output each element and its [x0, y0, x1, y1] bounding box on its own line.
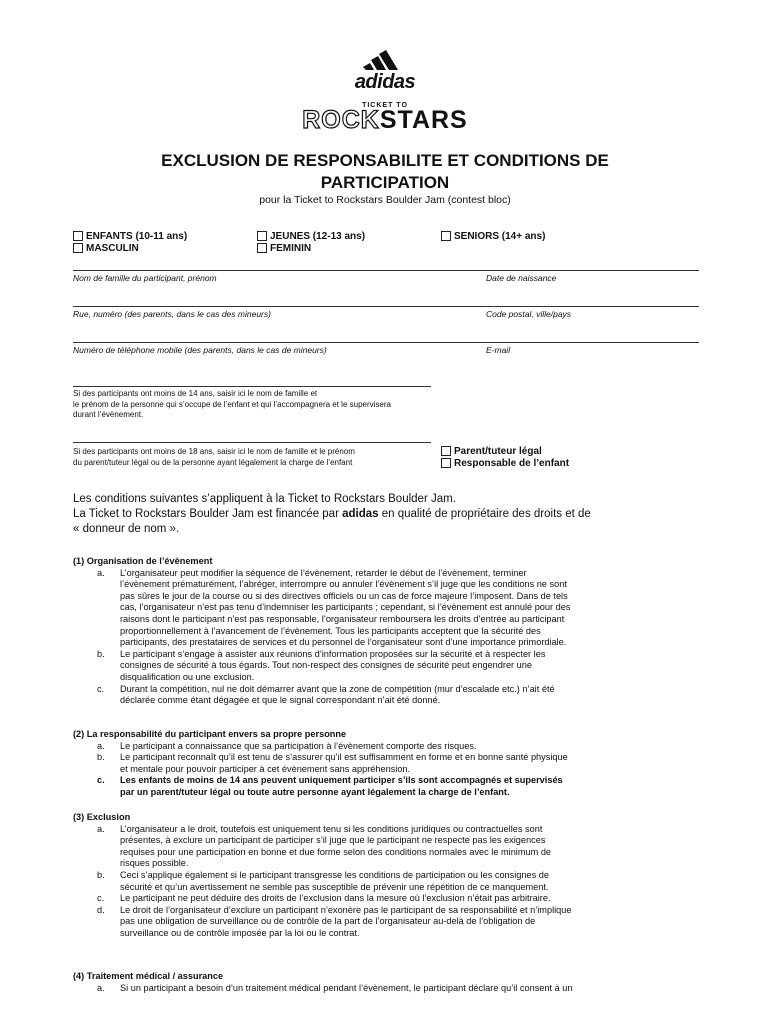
section-3-item-c — [73, 893, 723, 905]
event-logo-top: TICKET TO — [362, 102, 408, 109]
item-letter: d. — [97, 904, 105, 915]
under14-line-2: le prénom de la personne qui s’occupe de l’enfant et qui l’accompagnera et le supervisera — [73, 399, 391, 409]
section-1 — [73, 556, 723, 707]
item-letter: a. — [97, 982, 105, 993]
text-line: Le participant reconnaît qu’il est tenu de s’assurer qu’il est suffisamment en forme et en bonne santé physique — [120, 752, 568, 763]
intro-line-3: « donneur de nom ». — [73, 523, 180, 535]
checkbox-enfants[interactable] — [73, 231, 83, 241]
text-line: Le participant a connaissance que sa participation à l’évènement comporte des risques. — [120, 740, 477, 751]
text-line: proportionnellement à l’avancement de l’évènement. Tous les participants acceptent que la sécurité des — [120, 625, 541, 636]
field-line-under18[interactable] — [73, 442, 431, 443]
under18-note — [73, 447, 355, 468]
item-letter: a. — [97, 823, 105, 834]
under14-line-3: durant l’évènement. — [73, 410, 144, 419]
intro-brand: adidas — [342, 508, 379, 520]
option-jeunes-label: JEUNES (12-13 ans) — [270, 231, 366, 242]
text-line: cas, l’organisateur n’est pas tenu d’indemniser les participants ; cependant, si l’évènement est annulé pour des — [120, 602, 571, 613]
under18-line-1: Si des participants ont moins de 18 ans, saisir ici le nom de famille et le prénom — [73, 447, 355, 456]
intro-line-2 — [73, 507, 713, 522]
text-line: disqualification ou une exclusion. — [120, 671, 255, 682]
option-jeunes[interactable] — [257, 231, 365, 243]
checkbox-masculin[interactable] — [73, 243, 83, 253]
option-resp[interactable] — [441, 458, 569, 470]
section-4-item-a — [73, 983, 723, 995]
intro-line-2-c: en qualité de propriétaire des droits et de — [378, 508, 591, 520]
text-line: pas une obligation de surveillance ou de contrôle de la part de l’organisateur au-delà de l’obligation de — [120, 916, 536, 927]
section-2-item-a — [73, 741, 723, 753]
logo-block — [0, 50, 770, 135]
item-letter: a. — [97, 567, 105, 578]
text-line: Si un participant a besoin d’un traitement médical pendant l’évènement, le participant déclare qu’il consent à un — [120, 982, 573, 993]
item-letter: c. — [97, 683, 105, 694]
section-3-item-b — [73, 870, 723, 893]
option-feminin-label: FEMININ — [270, 243, 312, 254]
text-line: sécurité et qu’un avertissement ne semble pas susceptible de prévenir une répétition de ce manquement. — [120, 881, 549, 892]
field-line-under14[interactable] — [73, 386, 431, 387]
text-line: Les enfants de moins de 14 ans peuvent uniquement participer s’ils sont accompagnés et supervisés — [120, 775, 563, 786]
text-line: raisons dont le participant n’est pas responsable, l’organisateur remboursera les droits d’entrée au participant — [120, 613, 565, 624]
field-label-date: Date de naissance — [486, 273, 557, 283]
option-parent[interactable] — [441, 446, 542, 458]
text-line: l’évènement prématurément, l’abréger, interrompre ou annuler l’évènement s’il juge que les conditions ne sont — [120, 579, 567, 590]
event-logo-name — [0, 106, 770, 135]
section-3 — [73, 812, 723, 940]
section-3-heading: (3) Exclusion — [73, 812, 131, 822]
section-1-item-c — [73, 684, 723, 707]
section-2-item-c — [73, 775, 723, 798]
section-2 — [73, 729, 723, 799]
option-enfants[interactable] — [73, 231, 187, 243]
text-line: Le participant s’engage à assister aux réunions d’information proposées sur la sécurité et à respecter les — [120, 648, 546, 659]
text-line: risques possible. — [120, 858, 189, 869]
text-line: L’organisateur a le droit, toutefois est uniquement tenu si les conditions juridiques ou contractuelles sont — [120, 823, 543, 834]
section-4-heading: (4) Traitement médical / assurance — [73, 971, 224, 981]
section-4 — [73, 971, 723, 994]
item-letter: b. — [97, 648, 105, 659]
field-label-nom: Nom de famille du participant, prénom — [73, 273, 217, 283]
text-line: Durant la compétition, nul ne doit démarrer avant que la zone de compétition (mur d’escalade etc.) n’ait été — [120, 683, 555, 694]
text-line: et mentale pour pouvoir participer à cet évènement sans appréhension. — [120, 763, 411, 774]
section-2-heading: (2) La responsabilité du participant envers sa propre personne — [73, 729, 347, 739]
section-1-item-a — [73, 568, 723, 649]
adidas-stripes-icon — [362, 50, 408, 70]
option-enfants-label: ENFANTS (10-11 ans) — [86, 231, 188, 242]
item-letter: b. — [97, 869, 105, 880]
option-parent-label: Parent/tuteur légal — [454, 446, 542, 457]
item-letter: c. — [97, 893, 105, 904]
field-label-rue: Rue, numéro (des parents, dans le cas des mineurs) — [73, 309, 271, 319]
text-line: Ceci s’applique également si le participant transgresse les conditions de participation ou les consignes de — [120, 869, 549, 880]
text-line: consignes de sécurité à tous égards. Tout non-respect des consignes de sécurité peut engendrer une — [120, 660, 533, 671]
field-line-tel[interactable] — [73, 342, 699, 343]
section-1-heading: (1) Organisation de l’évènement — [73, 556, 213, 566]
item-letter: a. — [97, 740, 105, 751]
text-line: Le participant ne peut déduire des droits de l’exclusion dans la mesure où l’exclusion n’était pas arbitraire. — [120, 893, 551, 904]
field-label-tel: Numéro de téléphone mobile (des parents, dans le cas de mineurs) — [73, 345, 327, 355]
section-2-item-b — [73, 752, 723, 775]
item-letter: c. — [97, 775, 105, 786]
title-line-1: EXCLUSION DE RESPONSABILITE ET CONDITIONS DE — [161, 151, 609, 170]
text-line: pas sûres le jour de la course ou si des directives officiels ou un cas de force majeure l’imposent. Dans de tels — [120, 590, 568, 601]
field-label-cp: Code postal, ville/pays — [486, 309, 572, 319]
brand-logo — [0, 50, 770, 94]
text-line: par un parent/tuteur légal ou toute autre personne ayant légalement la charge de l’enfant. — [120, 786, 510, 797]
checkbox-feminin[interactable] — [257, 243, 267, 253]
option-seniors-label: SENIORS (14+ ans) — [454, 231, 546, 242]
checkbox-resp[interactable] — [441, 458, 451, 468]
checkbox-seniors[interactable] — [441, 231, 451, 241]
section-3-item-a — [73, 824, 723, 870]
title-line-2: PARTICIPATION — [320, 173, 450, 192]
item-letter: b. — [97, 752, 105, 763]
event-logo-part1: ROCK — [302, 106, 380, 134]
intro-line-1: Les conditions suivantes s’appliquent à la Ticket to Rockstars Boulder Jam. — [73, 493, 456, 505]
field-line-rue[interactable] — [73, 306, 699, 307]
option-masculin-label: MASCULIN — [86, 243, 139, 254]
text-line: L’organisateur peut modifier la séquence de l’évènement, retarder le début de l’évènement, terminer — [120, 567, 527, 578]
option-feminin[interactable] — [257, 243, 311, 255]
event-logo-part2: STARS — [379, 106, 468, 134]
field-line-nom[interactable] — [73, 270, 699, 271]
intro-line-2-a: La Ticket to Rockstars Boulder Jam est financée par — [73, 508, 343, 520]
brand-name: adidas — [354, 71, 416, 93]
field-label-email: E-mail — [486, 345, 511, 355]
text-line: surveillance ou de contrôle imposée par la loi ou le contrat. — [120, 927, 360, 938]
option-resp-label: Responsable de l’enfant — [454, 458, 570, 469]
text-line: requises pour une participation en bonne et due forme selon des conditions normales avec le minimum de — [120, 846, 552, 857]
under14-line-1: Si des participants ont moins de 14 ans, saisir ici le nom de famille et — [73, 389, 318, 398]
section-1-item-b — [73, 649, 723, 684]
section-3-item-d — [73, 905, 723, 940]
document-subtitle: pour la Ticket to Rockstars Boulder Jam (contest bloc) — [259, 194, 511, 206]
text-line: déclarée comme étant dégagée et que le signal correspondant n’ait été donné. — [120, 695, 441, 706]
option-seniors[interactable] — [441, 231, 545, 243]
text-line: participants, des prestataires de services et du personnel de l’organisateur sont d’une importance primordiale. — [120, 637, 567, 648]
text-line: Le droit de l’organisateur d’exclure un participant n’exonère pas le participant de sa responsabilité et n’implique — [120, 904, 572, 915]
document-title — [0, 150, 770, 194]
under18-line-2: du parent/tuteur légal ou de la personne ayant légalement la charge de l’enfant — [73, 457, 353, 467]
under14-note — [73, 389, 391, 421]
checkbox-jeunes[interactable] — [257, 231, 267, 241]
text-line: présentes, à exclure un participant de participer s’il juge que le participant ne respecte pas les exigences — [120, 835, 546, 846]
option-masculin[interactable] — [73, 243, 139, 255]
intro-paragraph — [73, 492, 713, 537]
checkbox-parent[interactable] — [441, 446, 451, 456]
